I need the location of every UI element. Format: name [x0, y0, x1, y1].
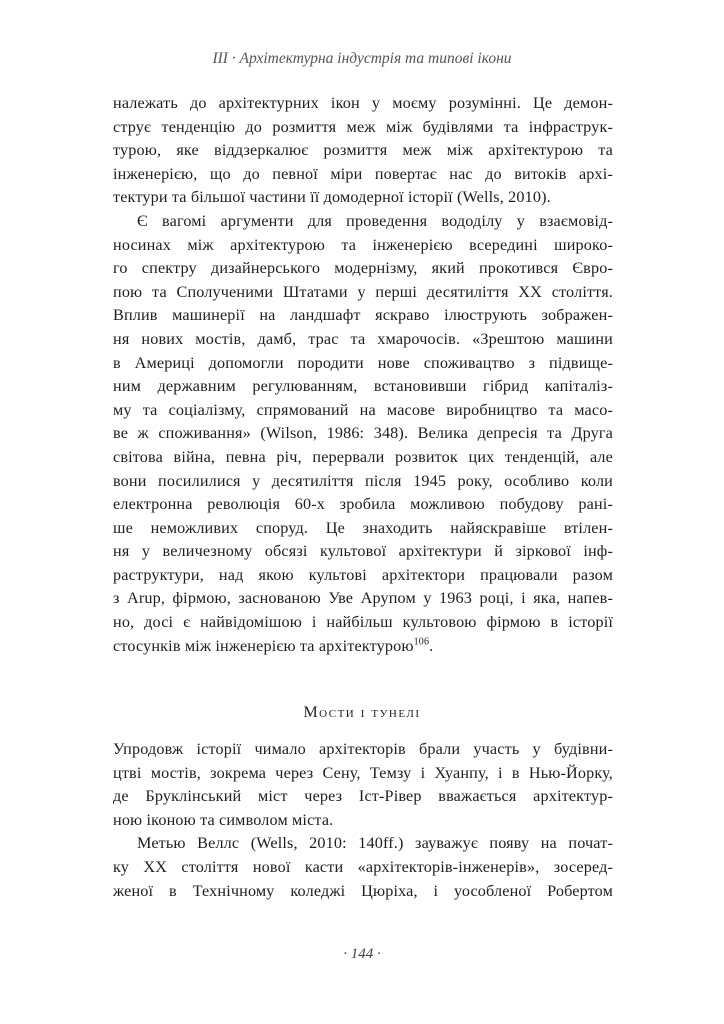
body-text-section-2 [113, 738, 613, 903]
text-line: го спектру дизайнерського модернізму, який прокотився Євро- [113, 259, 613, 278]
text-line-content: стосунків між інженерією та архітектурою [113, 636, 414, 655]
text-line: ним державним регулюванням, встановивши гібрид капіталіз- [113, 377, 613, 396]
section-heading: Мости і тунелі [303, 704, 421, 721]
text-line: вони посилилися у десятиліття після 1945 року, особливо коли [113, 471, 613, 490]
text-line: ня у величезному обсязі культової архітектури й зіркової інф- [113, 542, 613, 561]
text-line: турою, яке віддзеркалює розмиття меж між архітектурою та [113, 141, 613, 160]
text-line: но, досі є найвідомішою і найбільш культовою фірмою в історії [113, 613, 613, 632]
body-text-section-1 [113, 92, 613, 658]
text-line: струє тенденцію до розмиття меж між будівлями та інфраструк- [113, 117, 613, 136]
text-line: женої в Технічному коледжі Цюріха, і уособленої Робертом [113, 881, 613, 900]
text-line: ве ж споживання» (Wilson, 1986: 348). Велика депресія та Друга [113, 424, 613, 443]
text-line: цтві мостів, зокрема через Сену, Темзу і Хуанпу, і в Нью-Йорку, [113, 763, 613, 782]
text-line: світова війна, певна річ, перервали розвиток цих тенденцій, але [113, 447, 613, 466]
text-line: носинах між архітектурою та інженерією всередині широко- [113, 235, 613, 254]
text-line: Упродовж історії чимало архітекторів брали участь у будівни- [113, 740, 613, 758]
text-line: пою та Сполученими Штатами у перші десятиліття XX століття. [113, 282, 613, 301]
text-line: належать до архітектурних ікон у моєму розумінні. Це демон- [113, 94, 613, 112]
text-line: му та соціалізму, спрямований на масове виробництво та масо- [113, 400, 613, 419]
text-line: ною іконою та символом міста. [113, 810, 334, 829]
text-line: в Америці допомогли породити нове споживацтво з підвище- [113, 353, 613, 372]
text-line: з Arup, фірмою, заснованою Уве Арупом у 1963 році, і яка, напев- [113, 589, 613, 608]
text-line: де Бруклінський міст через Іст-Рівер вважається архітектур- [113, 787, 613, 806]
text-line: інженерією, що до певної міри повертає нас до витоків архі- [113, 164, 613, 183]
text-line: раструктури, над якою культові архітектори працювали разом [113, 565, 613, 584]
page-number: · 144 · [343, 946, 381, 962]
text-line: ше неможливих споруд. Це знаходить найяскравіше втілен- [113, 518, 613, 537]
text-line: ня нових мостів, дамб, трас та хмарочосів. «Зрештою машини [113, 329, 613, 348]
text-line: Вплив машинерії на ландшафт яскраво ілюструють зображен- [113, 306, 613, 325]
text-line: ку XX століття нової касти «архітекторів-інженерів», зосеред- [113, 857, 613, 876]
text-line: Є вагомі аргументи для проведення вододілу у взаємовід- [137, 211, 613, 230]
text-line: тектури та більшої частини її домодерної історії (Wells, 2010). [113, 188, 551, 207]
text-line: стосунків між інженерією та архітектурою$^{106}$. [113, 636, 434, 655]
text-line: Метью Веллс (Wells, 2010: 140ff.) зауважує появу на почат- [137, 834, 613, 853]
footnote-reference[interactable]: 106 [413, 636, 430, 648]
running-head: III · Архітектурна індустрія та типові ікони [212, 50, 512, 67]
text-line: електронна революція 60-х зробила можливою побудову рані- [113, 495, 613, 514]
